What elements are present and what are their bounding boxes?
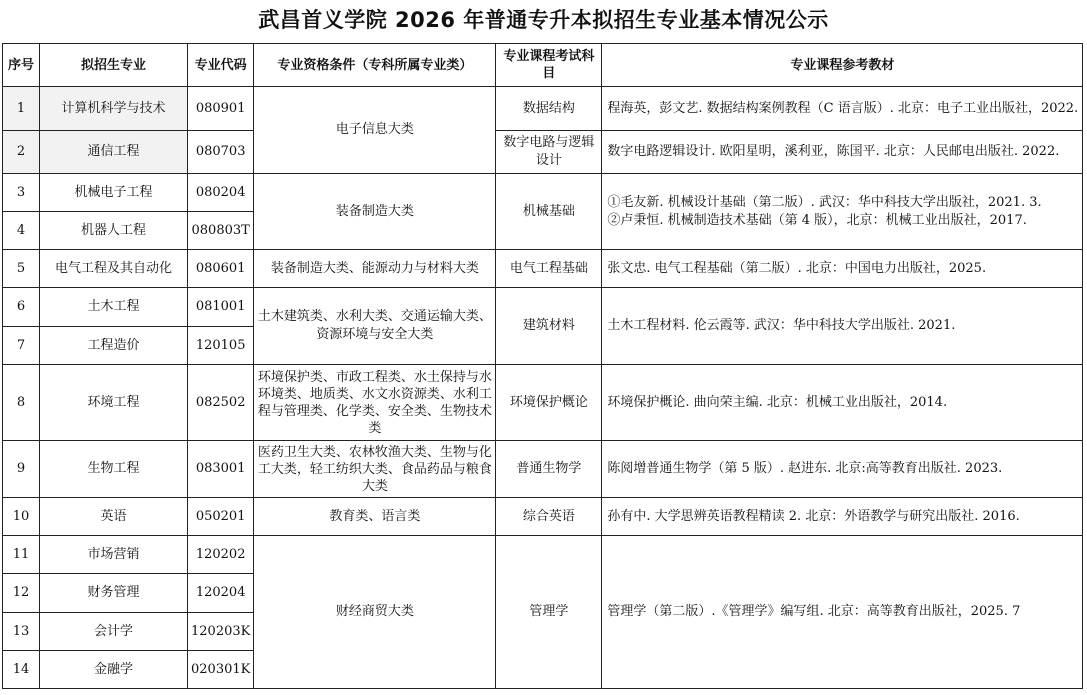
- major-cell: 通信工程: [40, 131, 188, 174]
- code-cell: 120202: [188, 536, 254, 574]
- textbook-cell: 陈阅增普通生物学（第 5 版）. 赵进东. 北京:高等教育出版社. 2023.: [602, 441, 1083, 498]
- seq-cell: 13: [3, 613, 40, 651]
- major-cell: 财务管理: [40, 574, 188, 613]
- header-code: 专业代码: [188, 44, 254, 87]
- textbook-cell: 土木工程材料. 伦云霞等. 武汉：华中科技大学出版社. 2021.: [602, 288, 1083, 365]
- table-row: [3, 250, 1083, 288]
- major-cell: 金融学: [40, 651, 188, 689]
- seq-cell: 8: [3, 365, 40, 441]
- exam-cell: 数字电路与逻辑设计: [496, 131, 602, 174]
- textbook-cell: 数字电路逻辑设计. 欧阳星明，溪利亚，陈国平. 北京：人民邮电出版社. 2022.: [602, 131, 1083, 174]
- header-major: 拟招生专业: [40, 44, 188, 87]
- major-cell: 计算机科学与技术: [40, 87, 188, 131]
- textbook-cell: 管理学（第二版）.《管理学》编写组. 北京：高等教育出版社，2025. 7: [602, 536, 1083, 689]
- major-cell: 会计学: [40, 613, 188, 651]
- table-row: [3, 174, 1083, 212]
- major-cell: 市场营销: [40, 536, 188, 574]
- qualification-cell: 教育类、语言类: [254, 498, 496, 536]
- exam-cell: 数据结构: [496, 87, 602, 131]
- major-cell: 电气工程及其自动化: [40, 250, 188, 288]
- table-row: [3, 131, 1083, 174]
- majors-table: [2, 43, 1083, 689]
- qualification-cell: 财经商贸大类: [254, 536, 496, 689]
- qualification-cell: 装备制造大类、能源动力与材料大类: [254, 250, 496, 288]
- code-cell: 083001: [188, 441, 254, 498]
- textbook-line: ②卢秉恒. 机械制造技术基础（第 4 版），北京：机械工业出版社，2017.: [607, 212, 1027, 228]
- seq-cell: 9: [3, 441, 40, 498]
- header-textbook: 专业课程参考教材: [602, 44, 1083, 87]
- qualification-cell: 装备制造大类: [254, 174, 496, 250]
- seq-cell: 2: [3, 131, 40, 174]
- seq-cell: 4: [3, 212, 40, 250]
- seq-cell: 14: [3, 651, 40, 689]
- table-row: [3, 536, 1083, 574]
- code-cell: 120203K: [188, 613, 254, 651]
- code-cell: 050201: [188, 498, 254, 536]
- code-cell: 080703: [188, 131, 254, 174]
- code-cell: 120105: [188, 327, 254, 365]
- qualification-cell: 电子信息大类: [254, 87, 496, 174]
- code-cell: 020301K: [188, 651, 254, 689]
- textbook-cell: 环境保护概论. 曲向荣主编. 北京：机械工业出版社，2014.: [602, 365, 1083, 441]
- textbook-cell: 孙有中. 大学思辨英语教程精读 2. 北京：外语教学与研究出版社. 2016.: [602, 498, 1083, 536]
- header-seq: 序号: [3, 44, 40, 87]
- major-cell: 生物工程: [40, 441, 188, 498]
- code-cell: 081001: [188, 288, 254, 327]
- major-cell: 工程造价: [40, 327, 188, 365]
- textbook-line: ①毛友新. 机械设计基础（第二版）. 武汉：华中科技大学出版社，2021. 3.: [607, 194, 1042, 210]
- table-row: [3, 498, 1083, 536]
- code-cell: 080601: [188, 250, 254, 288]
- seq-cell: 3: [3, 174, 40, 212]
- seq-cell: 7: [3, 327, 40, 365]
- seq-cell: 10: [3, 498, 40, 536]
- major-cell: 机器人工程: [40, 212, 188, 250]
- major-cell: 土木工程: [40, 288, 188, 327]
- qualification-cell: 环境保护类、市政工程类、水土保持与水环境类、地质类、水文水资源类、水利工程与管理类、化学类、安全类、生物技术类: [254, 365, 496, 441]
- page-title: 武昌首义学院 2026 年普通专升本拟招生专业基本情况公示: [258, 8, 829, 32]
- major-cell: 环境工程: [40, 365, 188, 441]
- code-cell: 082502: [188, 365, 254, 441]
- seq-cell: 1: [3, 87, 40, 131]
- code-cell: 080204: [188, 174, 254, 212]
- header-row: [3, 44, 1083, 87]
- exam-cell: 综合英语: [496, 498, 602, 536]
- code-cell: 120204: [188, 574, 254, 613]
- seq-cell: 5: [3, 250, 40, 288]
- exam-cell: 建筑材料: [496, 288, 602, 365]
- qualification-cell: 土木建筑类、水利大类、交通运输大类、资源环境与安全大类: [254, 288, 496, 365]
- textbook-cell: [602, 174, 1083, 250]
- table-row: [3, 288, 1083, 327]
- exam-cell: 普通生物学: [496, 441, 602, 498]
- exam-cell: 环境保护概论: [496, 365, 602, 441]
- seq-cell: 12: [3, 574, 40, 613]
- major-cell: 英语: [40, 498, 188, 536]
- table-row: [3, 365, 1083, 441]
- code-cell: 080901: [188, 87, 254, 131]
- exam-cell: 电气工程基础: [496, 250, 602, 288]
- textbook-cell: 程海英，彭文艺. 数据结构案例教程（C 语言版）. 北京：电子工业出版社，2022.: [602, 87, 1083, 131]
- header-qualification: 专业资格条件（专科所属专业类）: [254, 44, 496, 87]
- textbook-cell: 张文忠. 电气工程基础（第二版）. 北京：中国电力出版社，2025.: [602, 250, 1083, 288]
- exam-cell: 管理学: [496, 536, 602, 689]
- seq-cell: 6: [3, 288, 40, 327]
- code-cell: 080803T: [188, 212, 254, 250]
- table-row: [3, 87, 1083, 131]
- exam-cell: 机械基础: [496, 174, 602, 250]
- qualification-cell: 医药卫生大类、农林牧渔大类、生物与化工大类，轻工纺织大类、食品药品与粮食大类: [254, 441, 496, 498]
- header-exam: 专业课程考试科目: [496, 44, 602, 87]
- seq-cell: 11: [3, 536, 40, 574]
- table-row: [3, 441, 1083, 498]
- major-cell: 机械电子工程: [40, 174, 188, 212]
